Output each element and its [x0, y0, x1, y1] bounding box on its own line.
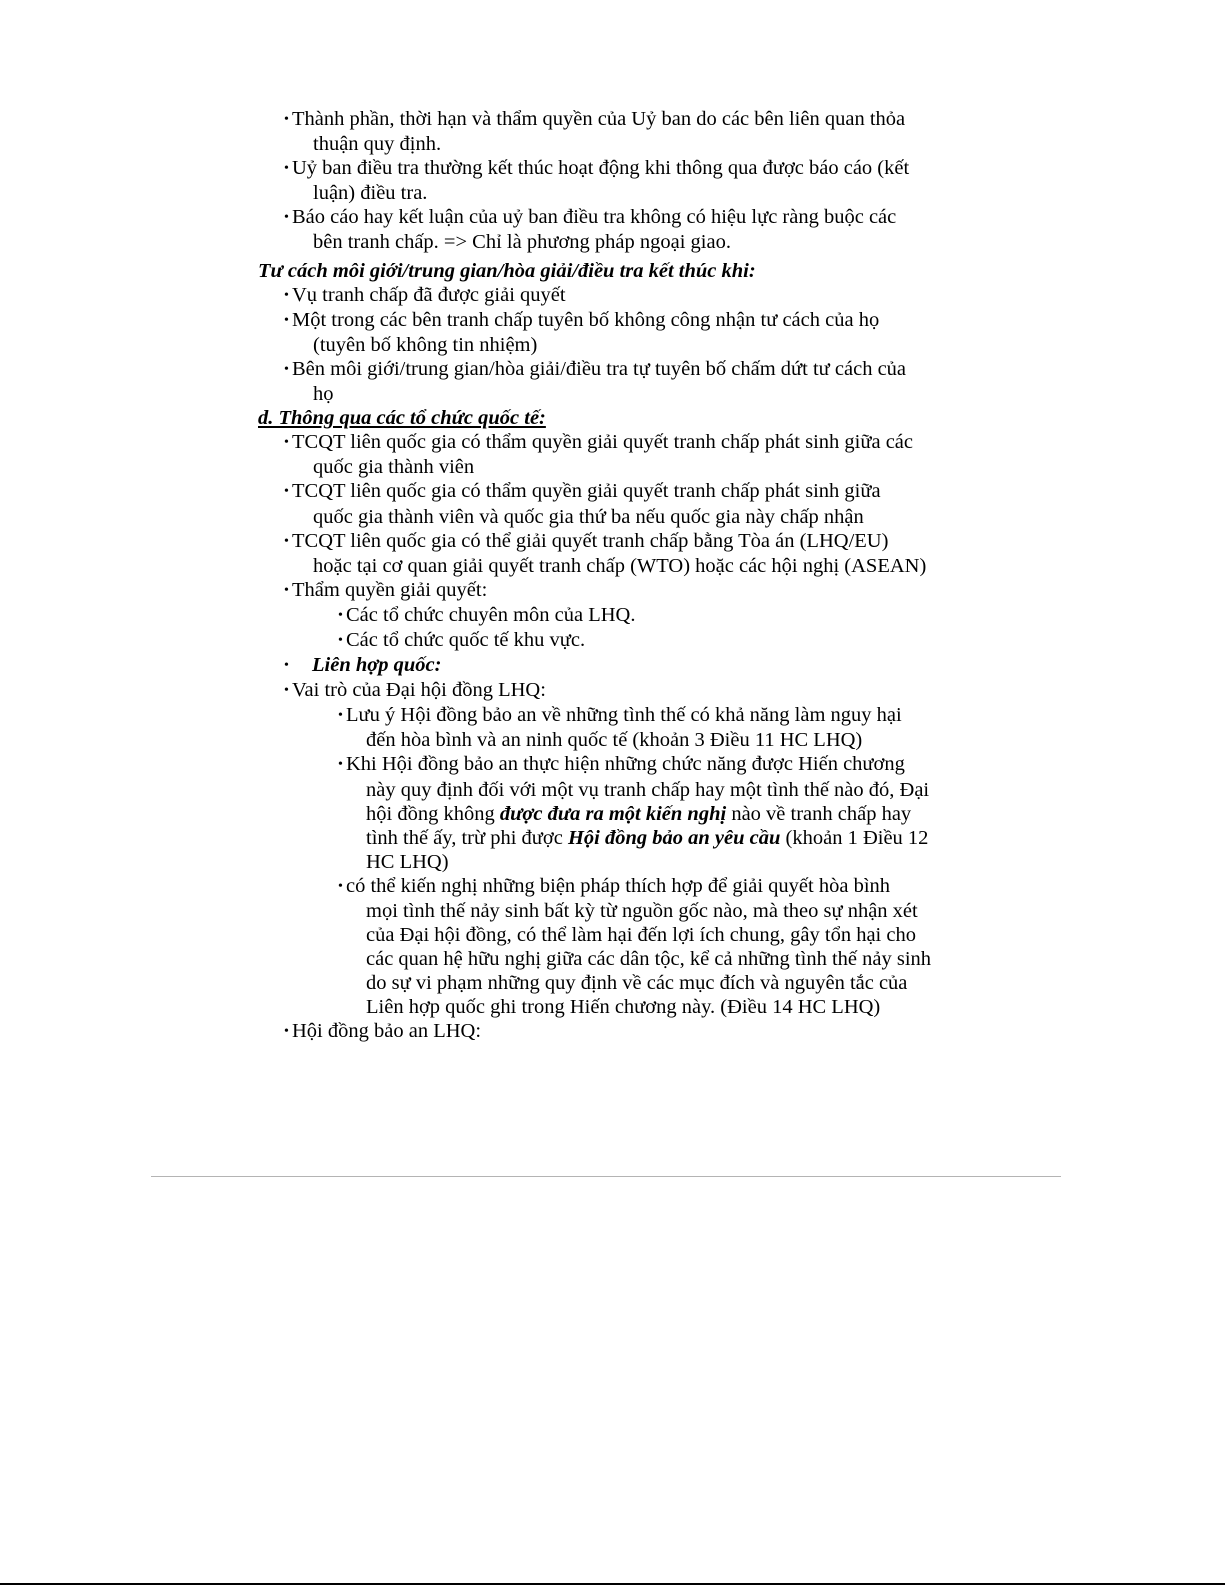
bullet-item [258, 1019, 958, 1044]
bullet-glyph: • [338, 878, 343, 894]
text-continuation: thuận quy định. [313, 133, 442, 156]
bullet-item [258, 156, 958, 181]
bullet-glyph: • [338, 632, 343, 648]
text-line: Lưu ý Hội đồng bảo an về những tình thế có khả năng làm nguy hại [346, 704, 902, 727]
text-run: (khoản 1 Điều 12 [780, 826, 929, 849]
text-continuation: quốc gia thành viên [313, 456, 475, 479]
sub-bullet-item [258, 752, 958, 777]
sub-bullet-item [258, 874, 958, 899]
text-line: Một trong các bên tranh chấp tuyên bố không công nhận tư cách của họ [292, 308, 880, 331]
text-line: TCQT liên quốc gia có thẩm quyền giải quyết tranh chấp phát sinh giữa [292, 480, 881, 503]
text-line: Bên môi giới/trung gian/hòa giải/điều tra tự tuyên bố chấm dứt tư cách của [292, 357, 907, 380]
bullet-glyph: • [284, 683, 289, 699]
sub-bullet-item [258, 603, 958, 628]
text-line: Thành phần, thời hạn và thẩm quyền của Uỷ ban do các bên liên quan thỏa [292, 108, 906, 130]
bullet-glyph: • [284, 484, 289, 500]
bullet-item [258, 678, 958, 703]
text-continuation: các quan hệ hữu nghị giữa các dân tộc, kể cả những tình thế nảy sinh [366, 948, 932, 971]
sub-bullet-item [258, 703, 958, 728]
text-continuation: do sự vi phạm những quy định về các mục đích và nguyên tắc của [366, 972, 908, 995]
bullet-glyph: • [284, 658, 289, 674]
text-continuation: Liên hợp quốc ghi trong Hiến chương này. (Điều 14 HC LHQ) [366, 996, 881, 1019]
text-continuation [258, 826, 958, 850]
text-continuation: mọi tình thế nảy sinh bất kỳ từ nguồn gốc nào, mà theo sự nhận xét [366, 900, 918, 922]
text-continuation: này quy định đối với một vụ tranh chấp hay một tình thế nào đó, Đại [366, 778, 930, 801]
text-continuation: quốc gia thành viên và quốc gia thứ ba nếu quốc gia này chấp nhận [313, 505, 864, 528]
text-line: Các tổ chức chuyên môn của LHQ. [346, 603, 636, 626]
text-continuation [258, 802, 958, 826]
text-continuation: luận) điều tra. [313, 182, 428, 205]
bullet-item [258, 107, 958, 132]
text-line: Báo cáo hay kết luận của uỷ ban điều tra không có hiệu lực ràng buộc các [292, 206, 897, 229]
bullet-glyph: • [284, 161, 289, 177]
text-continuation: họ [313, 383, 334, 406]
bullet-item [258, 529, 958, 554]
text-line: TCQT liên quốc gia có thể giải quyết tranh chấp bằng Tòa án (LHQ/EU) [292, 529, 889, 552]
bullet-glyph: • [284, 435, 289, 451]
bullet-glyph: • [284, 210, 289, 226]
bullet-item [258, 357, 958, 382]
page-divider [151, 1176, 1061, 1177]
section-heading: Tư cách môi giới/trung gian/hòa giải/điều tra kết thúc khi: [258, 259, 756, 282]
text-line: Thẩm quyền giải quyết: [292, 578, 488, 601]
text-continuation: HC LHQ) [366, 850, 449, 873]
text-continuation: bên tranh chấp. => Chỉ là phương pháp ngoại giao. [313, 231, 731, 254]
emphasis-text: được đưa ra một kiến nghị [499, 802, 727, 825]
bullet-item [258, 479, 958, 504]
text-line: có thể kiến nghị những biện pháp thích hợp để giải quyết hòa bình [346, 874, 891, 897]
text-line: Các tổ chức quốc tế khu vực. [346, 628, 586, 651]
bullet-glyph: • [338, 607, 343, 623]
bullet-glyph: • [284, 361, 289, 377]
text-line: Vai trò của Đại hội đồng LHQ: [292, 679, 546, 702]
text-line: Vụ tranh chấp đã được giải quyết [292, 283, 566, 306]
emphasis-text: Hội đồng bảo an yêu cầu [567, 826, 781, 849]
sub-bullet-item [258, 628, 958, 653]
bullet-glyph: • [284, 112, 289, 127]
bullet-glyph: • [284, 287, 289, 303]
bullet-glyph: • [284, 312, 289, 328]
bullet-item [258, 430, 958, 455]
document-body [258, 107, 958, 1045]
text-line: Hội đồng bảo an LHQ: [292, 1020, 482, 1043]
bullet-item [258, 578, 958, 603]
bullet-item [258, 205, 958, 230]
bullet-glyph: • [284, 582, 289, 598]
text-continuation: hoặc tại cơ quan giải quyết tranh chấp (WTO) hoặc các hội nghị (ASEAN) [313, 554, 927, 577]
bullet-item [258, 308, 958, 333]
text-line: TCQT liên quốc gia có thẩm quyền giải quyết tranh chấp phát sinh giữa các [292, 431, 913, 454]
bullet-glyph: • [284, 1024, 289, 1040]
text-continuation: đến hòa bình và an ninh quốc tế (khoản 3 Điều 11 HC LHQ) [366, 729, 863, 752]
text-run: hội đồng không [366, 802, 500, 825]
bullet-glyph: • [284, 533, 289, 549]
bullet-glyph: • [338, 708, 343, 724]
text-line: Khi Hội đồng bảo an thực hiện những chức năng được Hiến chương [346, 753, 905, 776]
bullet-item [258, 283, 958, 308]
text-line: Uỷ ban điều tra thường kết thúc hoạt động khi thông qua được báo cáo (kết [292, 157, 910, 180]
subsection-heading: Liên hợp quốc: [312, 654, 442, 677]
text-run: tình thế ấy, trừ phi được [366, 826, 568, 849]
text-continuation: của Đại hội đồng, có thể làm hại đến lợi ích chung, gây tổn hại cho [366, 924, 916, 947]
section-heading: d. Thông qua các tổ chức quốc tế: [258, 407, 546, 430]
bullet-item [258, 653, 958, 678]
text-continuation: (tuyên bố không tin nhiệm) [313, 333, 538, 356]
bullet-glyph: • [338, 757, 343, 773]
text-run: nào về tranh chấp hay [726, 802, 912, 825]
